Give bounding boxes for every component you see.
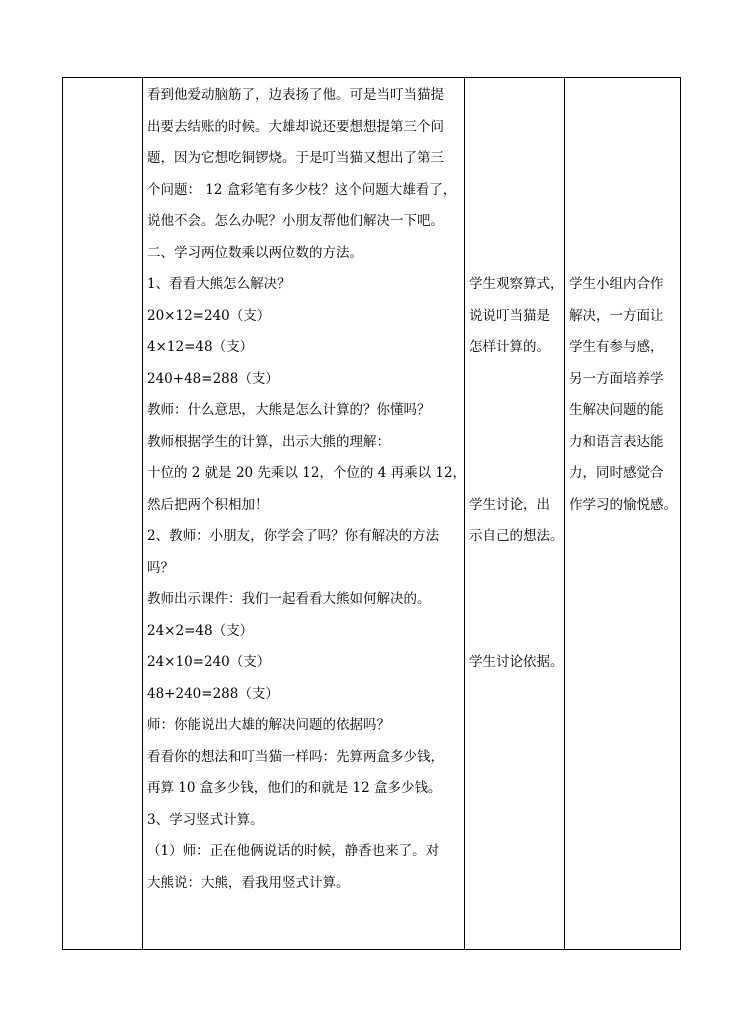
text-line: 看看你的想法和叮当猫一样吗：先算两盒多少钱， <box>147 748 444 765</box>
intent-text-line: 力，同时感觉合 <box>569 465 664 481</box>
text-line: （1）师：正在他俩说话的时候，静香也来了。对 <box>147 843 440 859</box>
text-line: 3、学习竖式计算。 <box>147 811 264 828</box>
student-text-line: 学生讨论依据。 <box>469 654 564 670</box>
text-line: 教师：什么意思，大熊是怎么计算的？你懂吗？ <box>147 402 431 418</box>
spacer <box>469 616 565 648</box>
text-line: 十位的 2 就是 20 先乘以 12，个位的 4 再乘以 12， <box>147 465 467 481</box>
column-divider <box>142 78 143 949</box>
spacer <box>469 553 565 585</box>
intent-text-line: 学生小组内合作 <box>569 276 664 292</box>
text-line: 大熊说：大熊，看我用竖式计算。 <box>147 874 350 891</box>
text-line: 教师出示课件：我们一起看看大熊如何解决的。 <box>147 591 431 607</box>
text-line: 说他不会。怎么办呢？小朋友帮他们解决一下吧。 <box>147 213 444 229</box>
text-line: 个问题： 12 盒彩笔有多少枝？这个问题大雄看了， <box>147 181 457 198</box>
text-line: 师：你能说出大雄的解决问题的依据吗？ <box>147 717 390 733</box>
intent-text-line: 生解决问题的能 <box>569 402 664 418</box>
spacer <box>469 458 565 490</box>
text-line: 2、教师：小朋友，你学会了吗？你有解决的方法 <box>147 528 440 544</box>
text-line: 再算 10 盒多少钱，他们的和就是 12 盒多少钱。 <box>147 780 442 796</box>
student-text-line: 学生观察算式， <box>469 276 564 292</box>
design-intent-column <box>569 269 679 521</box>
intent-text-line: 学生有参与感， <box>569 339 664 355</box>
text-line: 题，因为它想吃铜锣烧。于是叮当猫又想出了第三 <box>147 150 444 166</box>
formula-line: 240+48=288（支） <box>147 370 279 387</box>
spacer <box>469 427 565 459</box>
student-activity-column <box>469 269 565 679</box>
formula-line: 4×12=48（支） <box>147 339 254 355</box>
text-line: 然后把两个积相加！ <box>147 496 269 513</box>
spacer <box>469 395 565 427</box>
text-line: 看到他爱动脑筋了，边表扬了他。可是当叮当猫提 <box>147 87 444 103</box>
text-line: 吗？ <box>147 559 174 576</box>
student-text-line: 学生讨论，出 <box>469 496 550 513</box>
column-divider <box>464 78 465 949</box>
spacer <box>469 364 565 396</box>
formula-line: 48+240=288（支） <box>147 685 279 702</box>
section-heading: 二、学习两位数乘以两位数的方法。 <box>147 244 363 261</box>
teaching-process-column <box>147 80 467 899</box>
formula-line: 20×12=240（支） <box>147 307 271 324</box>
lesson-plan-table <box>62 77 681 950</box>
student-text-line: 示自己的想法。 <box>469 528 564 544</box>
text-line: 出要去结账的时候。大雄却说还要想想提第三个问 <box>147 118 444 135</box>
intent-text-line: 另一方面培养学 <box>569 370 664 387</box>
text-line: 教师根据学生的计算，出示大熊的理解： <box>147 433 390 450</box>
intent-text-line: 力和语言表达能 <box>569 433 664 450</box>
formula-line: 24×10=240（支） <box>147 654 271 670</box>
student-text-line: 说说叮当猫是 <box>469 307 550 324</box>
formula-line: 24×2=48（支） <box>147 622 254 639</box>
student-text-line: 怎样计算的。 <box>469 339 550 355</box>
text-line: 1、看看大熊怎么解决？ <box>147 276 291 292</box>
intent-text-line: 解决，一方面让 <box>569 307 664 324</box>
spacer <box>469 584 565 616</box>
intent-text-line: 作学习的愉悦感。 <box>569 496 677 513</box>
